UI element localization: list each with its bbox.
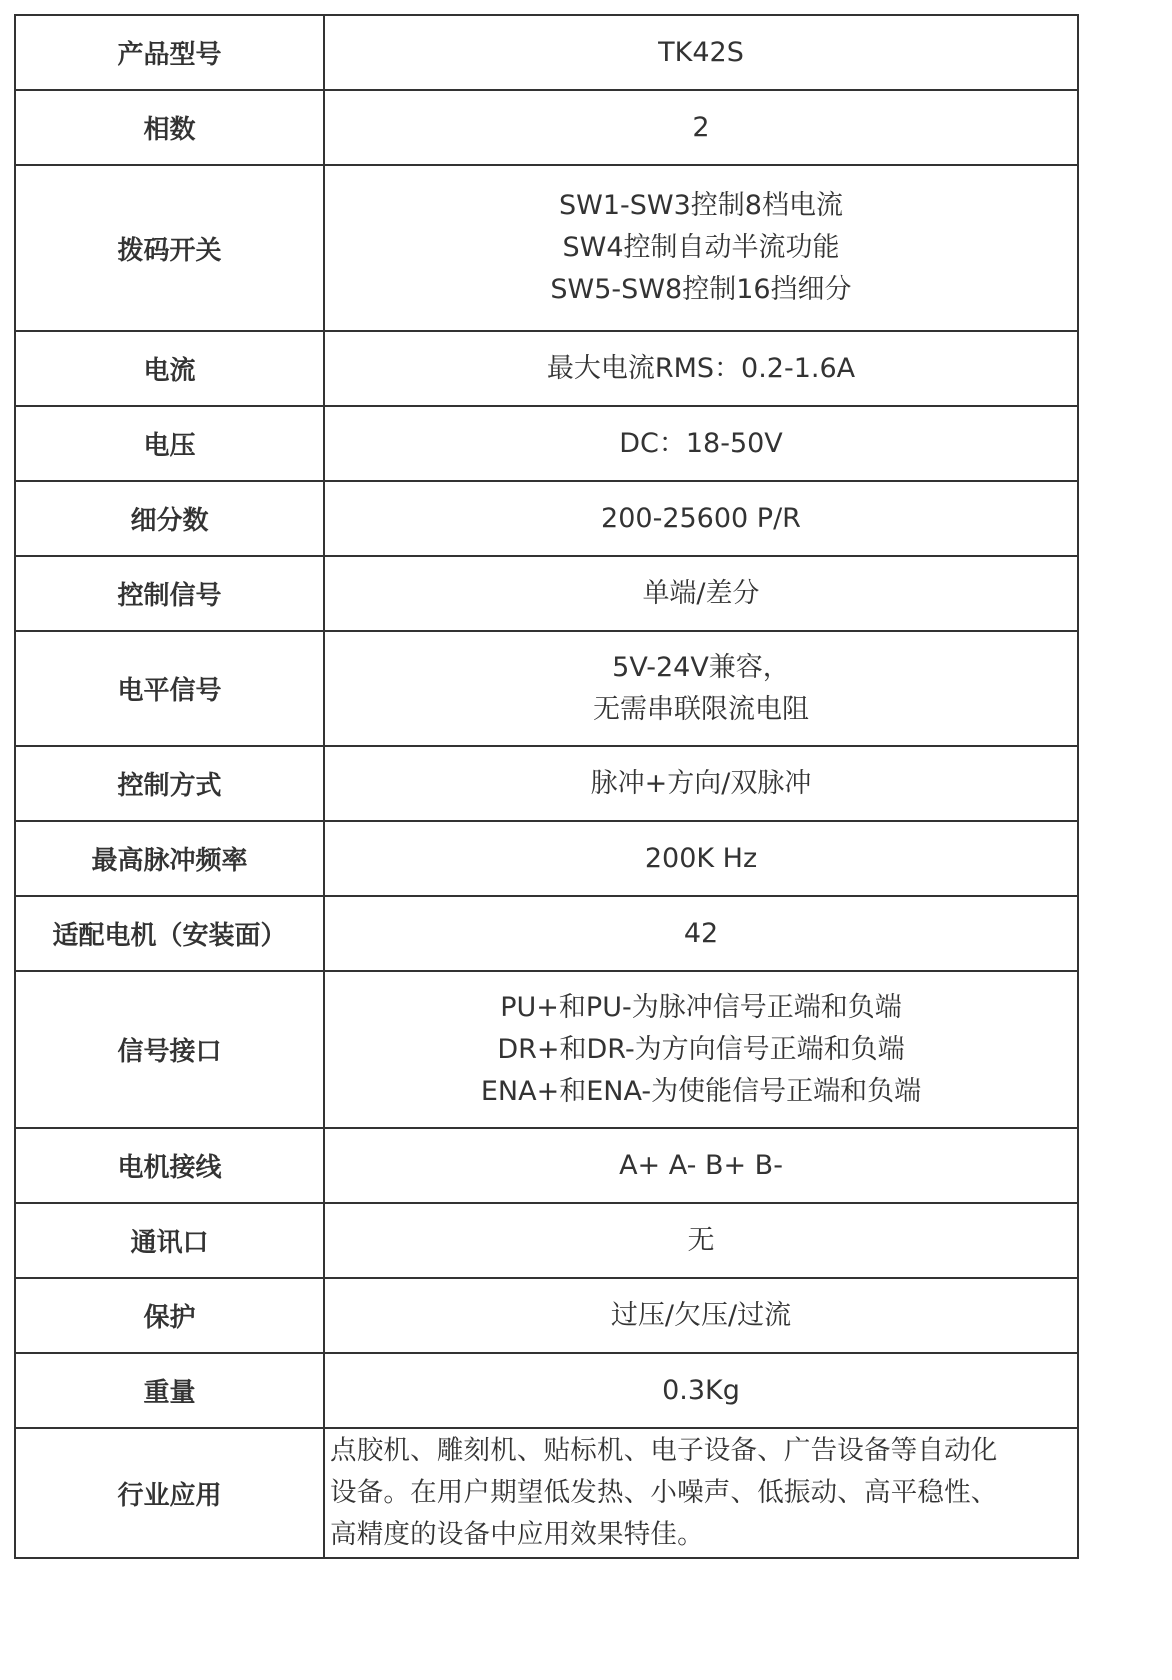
table-row	[15, 165, 1078, 331]
row-label: 保护	[15, 1278, 324, 1353]
row-label: 产品型号	[15, 15, 324, 90]
value-line: 42	[683, 917, 719, 949]
row-value	[324, 821, 1078, 896]
row-value	[324, 165, 1078, 331]
row-value	[324, 331, 1078, 406]
row-value	[324, 631, 1078, 746]
row-label: 电压	[15, 406, 324, 481]
value-line: ENA+和ENA-为使能信号正端和负端	[480, 1075, 922, 1107]
row-label: 控制方式	[15, 746, 324, 821]
value-line: 高精度的设备中应用效果特佳。	[330, 1519, 704, 1550]
value-line: TK42S	[658, 36, 744, 68]
value-line: SW4控制自动半流功能	[562, 232, 840, 263]
value-line: SW5-SW8控制16挡细分	[550, 274, 852, 305]
table-row	[15, 1353, 1078, 1428]
row-value	[324, 15, 1078, 90]
value-line: 5V-24V兼容，	[612, 651, 790, 683]
row-label: 信号接口	[15, 971, 324, 1128]
value-line: 无	[687, 1224, 715, 1256]
table-row	[15, 90, 1078, 165]
value-line: 脉冲+方向/双脉冲	[590, 767, 812, 799]
spec-table	[14, 14, 1079, 1559]
row-value	[324, 746, 1078, 821]
row-label: 重量	[15, 1353, 324, 1428]
value-line: 200K Hz	[644, 842, 758, 874]
value-line: 2	[692, 111, 710, 143]
table-row	[15, 331, 1078, 406]
table-row	[15, 1428, 1078, 1558]
value-line: PU+和PU-为脉冲信号正端和负端	[500, 991, 902, 1023]
row-label: 相数	[15, 90, 324, 165]
row-value	[324, 971, 1078, 1128]
value-line: DC：18-50V	[619, 427, 783, 459]
table-row	[15, 1278, 1078, 1353]
value-line: DR+和DR-为方向信号正端和负端	[497, 1033, 905, 1065]
row-label: 拨码开关	[15, 165, 324, 331]
row-value	[324, 1428, 1078, 1558]
row-value	[324, 1353, 1078, 1428]
table-row	[15, 631, 1078, 746]
row-value	[324, 896, 1078, 971]
table-row	[15, 971, 1078, 1128]
value-line: 过压/欠压/过流	[610, 1299, 792, 1331]
table-row	[15, 556, 1078, 631]
row-label: 电流	[15, 331, 324, 406]
table-row	[15, 746, 1078, 821]
value-line: 无需串联限流电阻	[593, 693, 809, 725]
table-row	[15, 1203, 1078, 1278]
value-line: SW1-SW3控制8档电流	[559, 190, 843, 221]
table-row	[15, 406, 1078, 481]
row-value	[324, 406, 1078, 481]
value-line: 0.3Kg	[662, 1374, 740, 1406]
row-value	[324, 1203, 1078, 1278]
row-label: 电机接线	[15, 1128, 324, 1203]
value-line: 设备。在用户期望低发热、小噪声、低振动、高平稳性、	[330, 1477, 998, 1508]
value-line: 200-25600 P/R	[601, 502, 801, 534]
value-line: 单端/差分	[642, 577, 760, 609]
row-label: 通讯口	[15, 1203, 324, 1278]
row-value	[324, 481, 1078, 556]
value-line: A+ A- B+ B-	[619, 1149, 783, 1181]
row-label: 行业应用	[15, 1428, 324, 1558]
row-label: 控制信号	[15, 556, 324, 631]
table-row	[15, 821, 1078, 896]
table-row	[15, 481, 1078, 556]
row-label: 适配电机（安装面）	[15, 896, 324, 971]
row-value	[324, 90, 1078, 165]
row-label: 电平信号	[15, 631, 324, 746]
value-line: 点胶机、雕刻机、贴标机、电子设备、广告设备等自动化	[330, 1435, 998, 1466]
table-row	[15, 1128, 1078, 1203]
table-row	[15, 15, 1078, 90]
row-value	[324, 1128, 1078, 1203]
row-label: 细分数	[15, 481, 324, 556]
value-line: 最大电流RMS：0.2-1.6A	[546, 352, 856, 384]
row-value	[324, 1278, 1078, 1353]
table-row	[15, 896, 1078, 971]
row-label: 最高脉冲频率	[15, 821, 324, 896]
row-value	[324, 556, 1078, 631]
